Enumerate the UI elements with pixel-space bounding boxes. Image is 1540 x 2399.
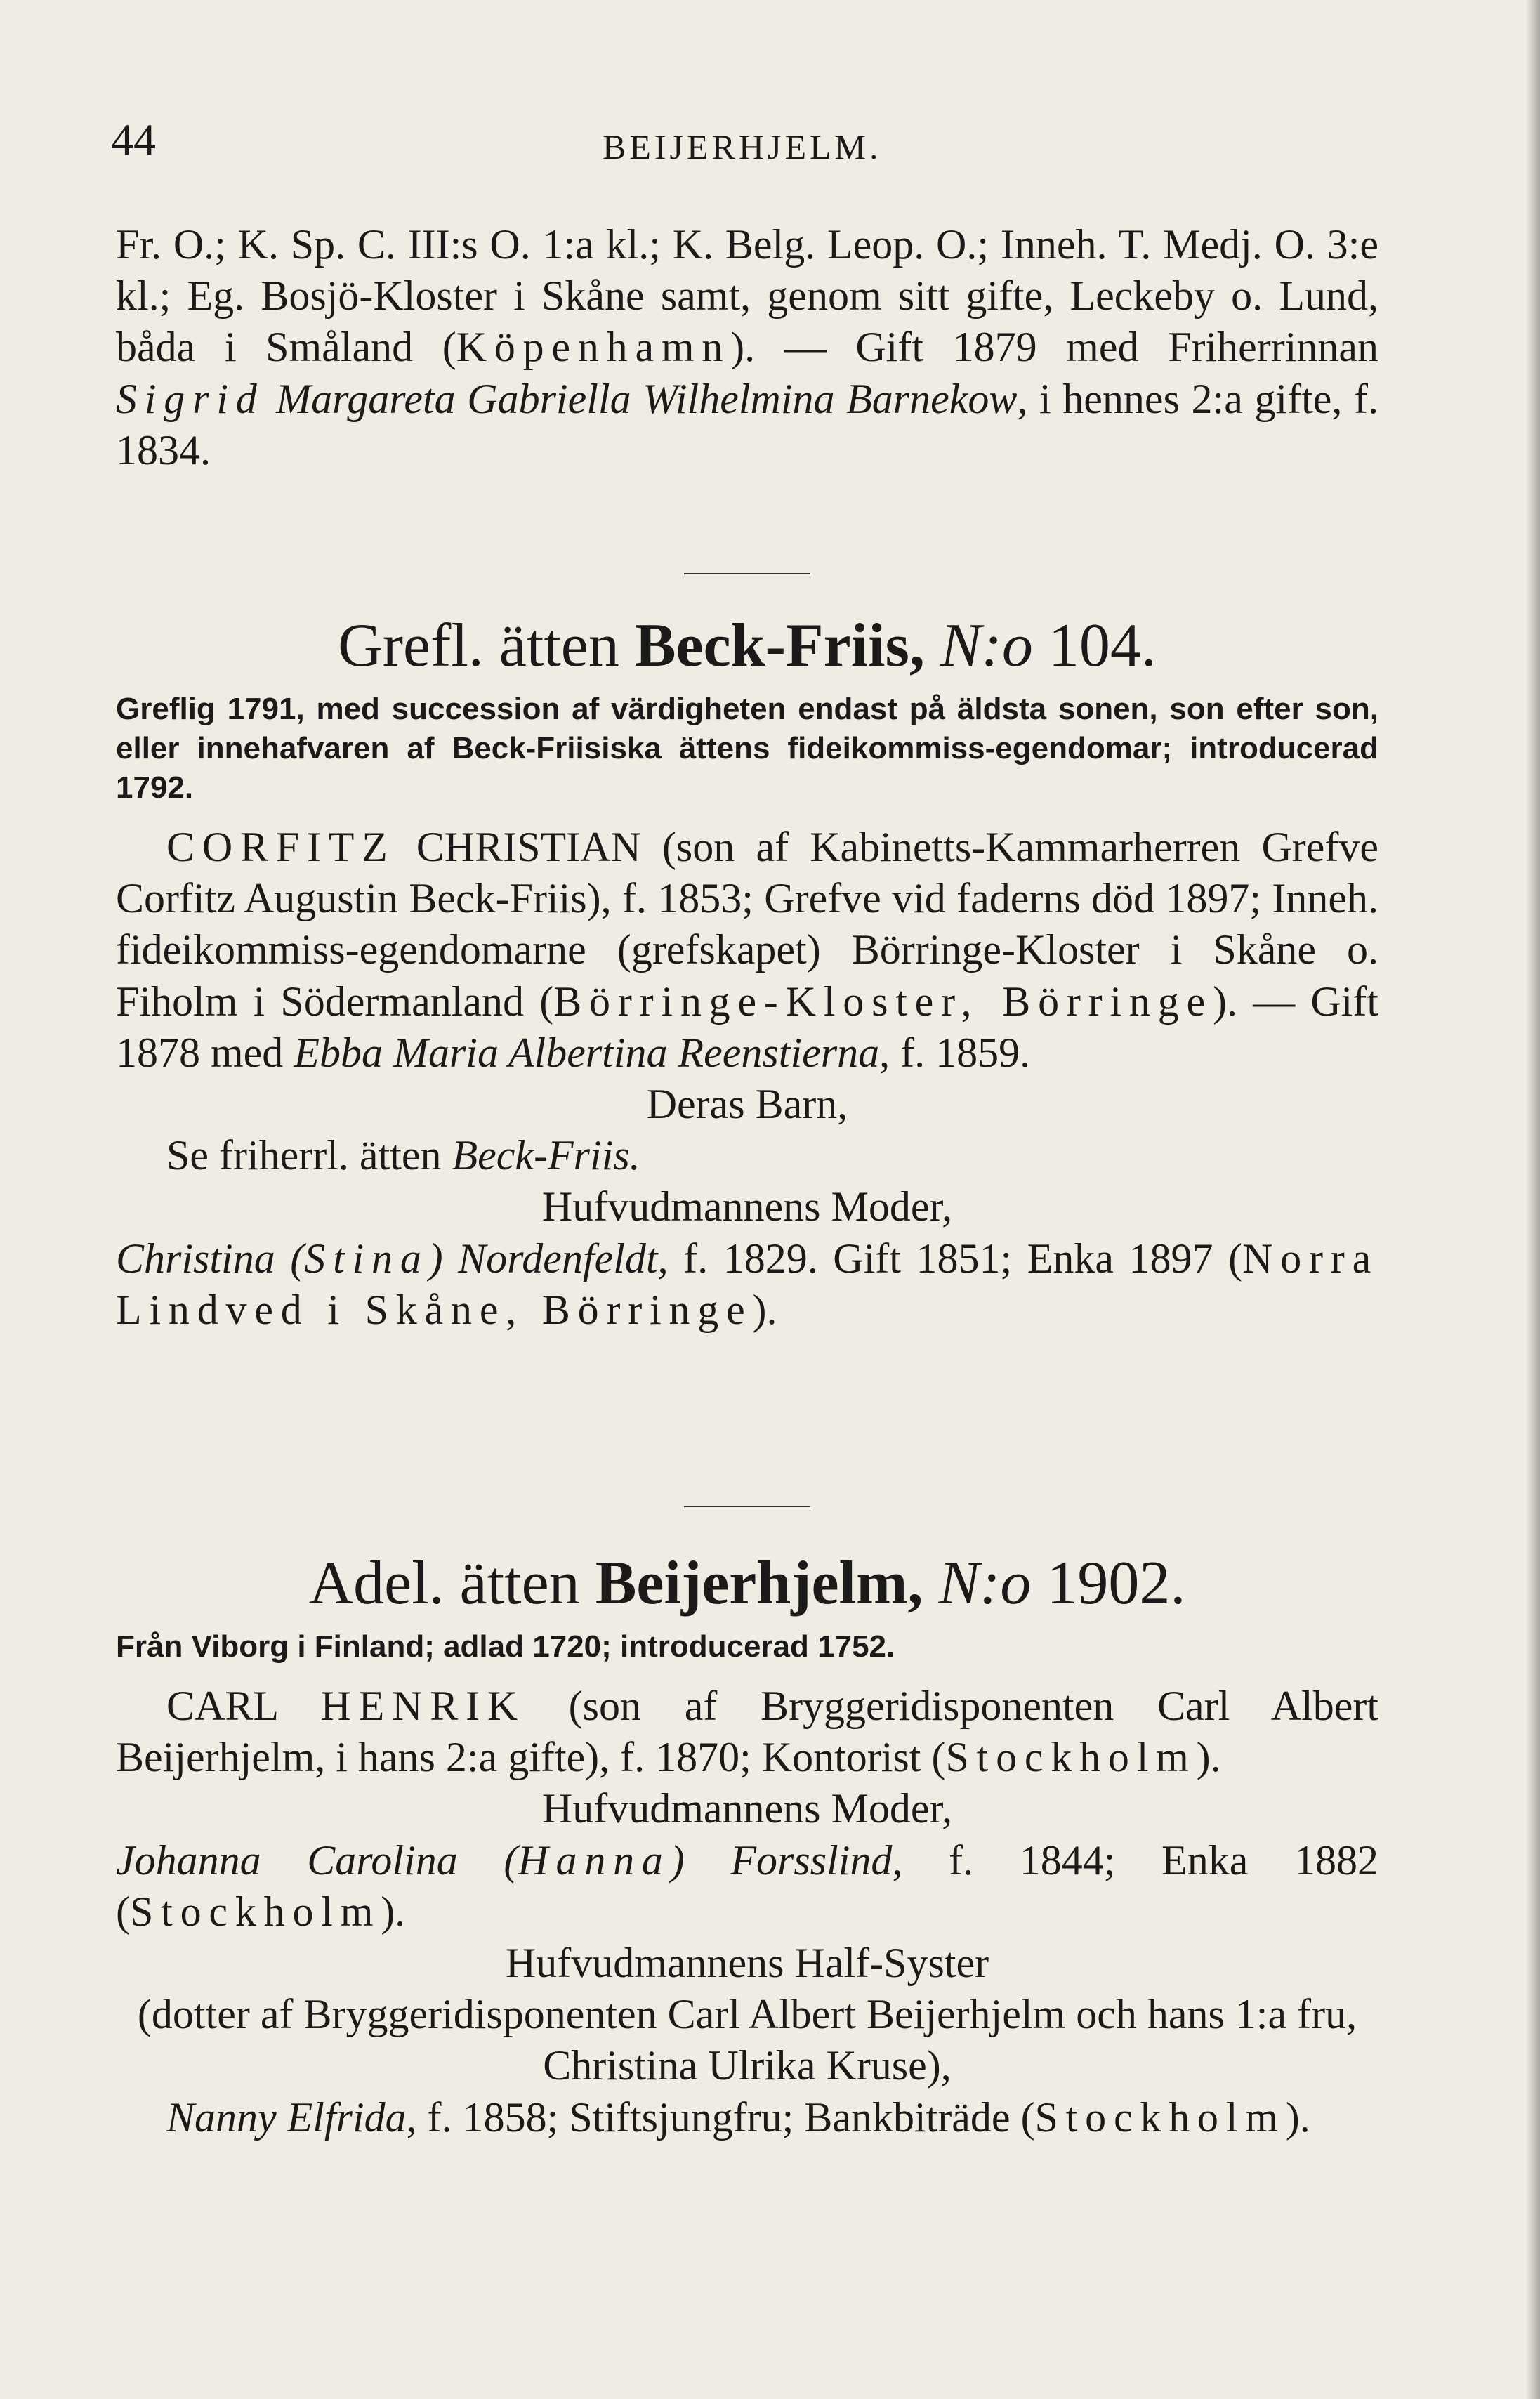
beijerhjelm-note: Från Viborg i Finland; adlad 1720; introducerad 1752. [116, 1629, 895, 1664]
beck-friis-heading: Grefl. ätten Beck-Friis, N:o 104. [338, 612, 1157, 680]
beck-friis-entry: CORFITZ CHRISTIAN (son af Kabinetts-Kammarherren Grefve Corfitz Augustin Beck-Friis), f. 1853; Grefve vid faderns död 1897; Inneh. fideikommiss-egendomarne (grefskapet) Börringe-Kloster i Skåne o. Fiholm i Södermanland (Börringe-Kloster, Börringe). — Gift 1878 med Ebba Maria Albertina Reenstierna, f. 1859. [116, 824, 1378, 1076]
beijerhjelm-section [116, 1549, 1378, 2143]
beijerhjelm-mother-label: Hufvudmannens Moder, [541, 1785, 953, 1832]
intro-paragraph-block [116, 219, 1378, 476]
running-title: BEIJERHJELM. [603, 127, 882, 166]
beck-friis-mother-entry: Christina (Stina) Nordenfeldt, f. 1829. Gift 1851; Enka 1897 (Norra Lindved i Skåne, Börringe). [116, 1235, 1379, 1333]
beijerhjelm-heading: Adel. ätten Beijerhjelm, N:o 1902. [308, 1549, 1186, 1617]
page-edge-shadow [1526, 0, 1540, 2399]
beck-friis-mother-label: Hufvudmannens Moder, [541, 1183, 953, 1230]
beck-friis-section [116, 611, 1378, 1336]
section-divider-1 [116, 573, 1378, 574]
beijerhjelm-sister-entry: Nanny Elfrida, f. 1858; Stiftsjungfru; Bankbiträde (Stockholm). [166, 2094, 1310, 2141]
section-divider-2 [116, 1506, 1378, 1507]
beck-friis-children-label: Deras Barn, [646, 1081, 848, 1128]
beijerhjelm-sister-note: (dotter af Bryggeridisponenten Carl Albert Beijerhjelm och hans 1:a fru, Christina Ulrika Kruse), [137, 1991, 1357, 2089]
intro-paragraph: Fr. O.; K. Sp. C. III:s O. 1:a kl.; K. Belg. Leop. O.; Inneh. T. Medj. O. 3:e kl.; Eg. Bosjö-Kloster i Skåne samt, genom sitt gifte, Leckeby o. Lund, båda i Småland (Köpenhamn). — Gift 1879 med Friherrinnan Sigrid Margareta Gabriella Wilhelmina Barnekow, i hennes 2:a gifte, f. 1834. [116, 221, 1378, 473]
beijerhjelm-entry: CARL HENRIK (son af Bryggeridisponenten Carl Albert Beijerhjelm, i hans 2:a gifte), f. 1870; Kontorist (Stockholm). [116, 1683, 1378, 1781]
beijerhjelm-mother-entry: Johanna Carolina (Hanna) Forsslind, f. 1844; Enka 1882 (Stockholm). [116, 1836, 1378, 1935]
beijerhjelm-sister-label: Hufvudmannens Half-Syster [505, 1940, 989, 1987]
beck-friis-see-ref: Se friherrl. ätten Beck-Friis. [166, 1132, 640, 1179]
beck-friis-note: Greflig 1791, med succession af värdigheten endast på äldsta sonen, son efter son, eller innehafvaren af Beck-Friisiska ättens fideikommiss-egendomar; introducerad 1792. [116, 692, 1378, 805]
page-number: 44 [111, 114, 156, 164]
